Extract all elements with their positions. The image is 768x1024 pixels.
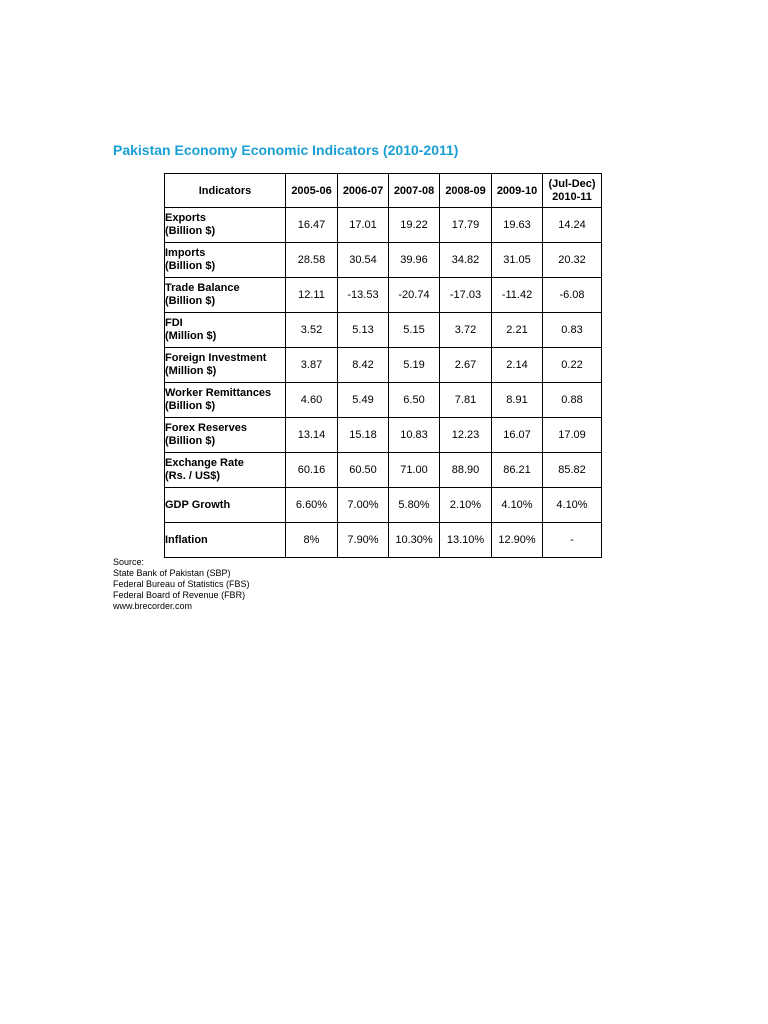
table-cell: 10.83 xyxy=(389,418,440,453)
table-cell: 7.81 xyxy=(440,383,492,418)
source-line-sbp: State Bank of Pakistan (SBP) xyxy=(113,568,231,578)
row-label-unit: (Billion $) xyxy=(165,225,216,237)
row-label-unit: (Rs. / US$) xyxy=(165,470,221,482)
table-row xyxy=(165,488,602,523)
row-label-name: Worker Remittances xyxy=(165,387,272,399)
table-cell: -13.53 xyxy=(338,278,389,313)
row-label-name: Exchange Rate xyxy=(165,457,244,469)
row-label-name: Inflation xyxy=(165,533,208,546)
row-label xyxy=(165,278,286,313)
table-cell: 6.60% xyxy=(286,488,338,523)
table-cell: 8.91 xyxy=(492,383,543,418)
column-header-2005-06: 2005-06 xyxy=(286,174,338,208)
table-row xyxy=(165,278,602,313)
table-body xyxy=(165,208,602,558)
table-cell: 6.50 xyxy=(389,383,440,418)
table-cell: 7.90% xyxy=(338,523,389,558)
row-label-unit: (Billion $) xyxy=(165,400,216,412)
row-label-unit: (Billion $) xyxy=(165,435,216,447)
table-cell: 3.72 xyxy=(440,313,492,348)
table-cell: 10.30% xyxy=(389,523,440,558)
table-cell: 4.10% xyxy=(543,488,602,523)
row-label xyxy=(165,453,286,488)
source-notes xyxy=(113,557,250,612)
table-cell: 4.60 xyxy=(286,383,338,418)
table-cell: 17.01 xyxy=(338,208,389,243)
table-cell: 86.21 xyxy=(492,453,543,488)
table-cell: 30.54 xyxy=(338,243,389,278)
table-cell: 85.82 xyxy=(543,453,602,488)
row-label-name: GDP Growth xyxy=(165,498,231,511)
column-header-2009-10: 2009-10 xyxy=(492,174,543,208)
row-label-name: Exports xyxy=(165,212,206,224)
row-label xyxy=(165,383,286,418)
row-label-name: Imports xyxy=(165,247,206,259)
row-label xyxy=(165,523,286,558)
row-label-unit: (Billion $) xyxy=(165,295,216,307)
table-cell: 12.23 xyxy=(440,418,492,453)
table-cell: 12.11 xyxy=(286,278,338,313)
table-cell: 2.21 xyxy=(492,313,543,348)
row-label xyxy=(165,313,286,348)
table-row xyxy=(165,523,602,558)
column-header-2006-07: 2006-07 xyxy=(338,174,389,208)
table-cell: 71.00 xyxy=(389,453,440,488)
table-cell: 16.47 xyxy=(286,208,338,243)
column-header-2007-08: 2007-08 xyxy=(389,174,440,208)
source-line-fbs: Federal Bureau of Statistics (FBS) xyxy=(113,579,250,589)
row-label-name: Foreign Investment xyxy=(165,352,267,364)
table-cell: 5.49 xyxy=(338,383,389,418)
row-label-name: Trade Balance xyxy=(165,282,240,294)
column-header-indicators: Indicators xyxy=(165,174,286,208)
table-row xyxy=(165,453,602,488)
table-cell: 5.15 xyxy=(389,313,440,348)
table-cell: 15.18 xyxy=(338,418,389,453)
table-cell: 19.63 xyxy=(492,208,543,243)
table-cell: 31.05 xyxy=(492,243,543,278)
table-cell: 13.10% xyxy=(440,523,492,558)
table-cell: 28.58 xyxy=(286,243,338,278)
row-label xyxy=(165,348,286,383)
table-cell: 4.10% xyxy=(492,488,543,523)
row-label xyxy=(165,488,286,523)
indicators-table xyxy=(164,173,602,558)
row-label-unit: (Billion $) xyxy=(165,260,216,272)
table-row xyxy=(165,383,602,418)
table-cell: 0.88 xyxy=(543,383,602,418)
table-cell: 8.42 xyxy=(338,348,389,383)
table-cell: 17.09 xyxy=(543,418,602,453)
row-label-unit: (Million $) xyxy=(165,330,217,342)
row-label xyxy=(165,243,286,278)
table-cell: 3.52 xyxy=(286,313,338,348)
row-label-name: Forex Reserves xyxy=(165,422,247,434)
table-cell: 17.79 xyxy=(440,208,492,243)
table-cell: 19.22 xyxy=(389,208,440,243)
table-cell: 8% xyxy=(286,523,338,558)
table-cell: 20.32 xyxy=(543,243,602,278)
table-cell: - xyxy=(543,523,602,558)
row-label-name: FDI xyxy=(165,317,183,329)
table-cell: 0.22 xyxy=(543,348,602,383)
table-cell: 5.13 xyxy=(338,313,389,348)
column-header-jul-dec-2010-11: (Jul-Dec) 2010-11 xyxy=(543,174,602,208)
table-cell: 0.83 xyxy=(543,313,602,348)
column-header-2008-09: 2008-09 xyxy=(440,174,492,208)
table-cell: 34.82 xyxy=(440,243,492,278)
table-row xyxy=(165,243,602,278)
table-cell: -6.08 xyxy=(543,278,602,313)
table-cell: 60.50 xyxy=(338,453,389,488)
table-row xyxy=(165,208,602,243)
table-cell: 3.87 xyxy=(286,348,338,383)
table-cell: 5.19 xyxy=(389,348,440,383)
table-header-row xyxy=(165,174,602,208)
table-cell: 7.00% xyxy=(338,488,389,523)
table-cell: 2.67 xyxy=(440,348,492,383)
source-line-fbr: Federal Board of Revenue (FBR) xyxy=(113,590,246,600)
table-cell: 2.10% xyxy=(440,488,492,523)
table-row xyxy=(165,418,602,453)
table-cell: 5.80% xyxy=(389,488,440,523)
table-cell: 12.90% xyxy=(492,523,543,558)
row-label xyxy=(165,418,286,453)
source-line-website: www.brecorder.com xyxy=(113,601,193,611)
page-title: Pakistan Economy Economic Indicators (2010-2011) xyxy=(113,142,459,158)
table-cell: -17.03 xyxy=(440,278,492,313)
row-label xyxy=(165,208,286,243)
row-label-unit: (Million $) xyxy=(165,365,217,377)
table-cell: 14.24 xyxy=(543,208,602,243)
table-cell: 88.90 xyxy=(440,453,492,488)
table-cell: 60.16 xyxy=(286,453,338,488)
table-row xyxy=(165,313,602,348)
source-heading: Source: xyxy=(113,557,145,567)
table-row xyxy=(165,348,602,383)
table-cell: 13.14 xyxy=(286,418,338,453)
table-cell: -11.42 xyxy=(492,278,543,313)
table-cell: -20.74 xyxy=(389,278,440,313)
table-cell: 39.96 xyxy=(389,243,440,278)
table-cell: 2.14 xyxy=(492,348,543,383)
table-cell: 16.07 xyxy=(492,418,543,453)
